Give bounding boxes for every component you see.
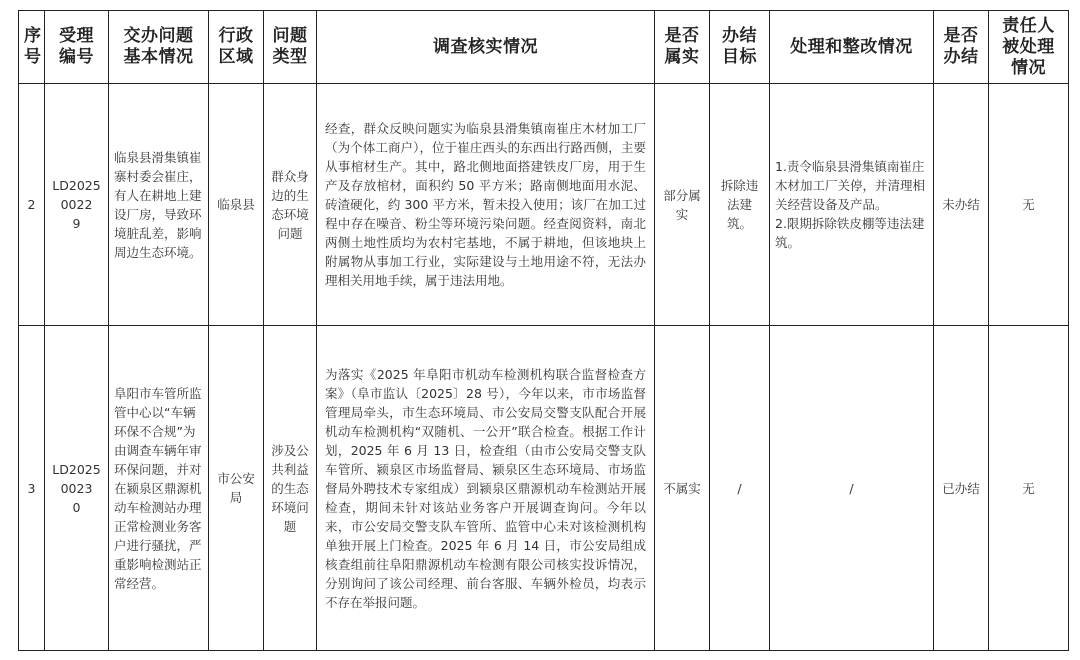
header-district: 行政 区域	[209, 11, 264, 84]
header-seq: 序 号	[19, 11, 45, 84]
header-closed: 是否 办结	[934, 11, 989, 84]
header-handling: 处理和整改情况	[770, 11, 934, 84]
cell-investigation: 经查，群众反映问题实为临泉县滑集镇南崔庄木材加工厂（为个体工商户），位于崔庄西头的东西出行路西侧，主要从事棺材生产。其中，路北侧地面搭建铁皮厂房，用于生产及存放棺材，面积约 50 平方米；路南侧地面用水泥、砖渣硬化，约 300 平方米，暂未投入使用；该厂在加工过程中存在噪音、粉尘等环境污染问题。经查阅资料，南北两侧土地性质均为农村宅基地，不属于耕地，但该地块上附属物从事加工行业，实际建设与土地用途不符，无法办理相关用地手续，属于违法用地。	[317, 84, 655, 326]
cell-issue: 临泉县滑集镇崔寨村委会崔庄，有人在耕地上建设厂房，导致环境脏乱差，影响周边生态环境。	[109, 84, 209, 326]
cell-district: 市公安局	[209, 326, 264, 651]
header-investigation: 调查核实情况	[317, 11, 655, 84]
cell-handling: /	[770, 326, 934, 651]
header-verified: 是否 属实	[655, 11, 710, 84]
cell-case-no: LD20250023 0	[45, 326, 109, 651]
header-goal: 办结 目标	[710, 11, 770, 84]
cell-closed: 未办结	[934, 84, 989, 326]
cell-verified: 不属实	[655, 326, 710, 651]
cell-accountability: 无	[989, 326, 1069, 651]
header-accountability: 责任人 被处理 情况	[989, 11, 1069, 84]
table-row	[19, 84, 1069, 326]
cell-closed: 已办结	[934, 326, 989, 651]
cell-verified: 部分属实	[655, 84, 710, 326]
cell-type: 涉及公共利益的生态环境问题	[264, 326, 317, 651]
case-table	[18, 10, 1069, 651]
cell-goal: 拆除违法建筑。	[710, 84, 770, 326]
cell-seq: 3	[19, 326, 45, 651]
table-row	[19, 326, 1069, 651]
cell-type: 群众身边的生态环境问题	[264, 84, 317, 326]
cell-goal: /	[710, 326, 770, 651]
cell-seq: 2	[19, 84, 45, 326]
cell-accountability: 无	[989, 84, 1069, 326]
cell-district: 临泉县	[209, 84, 264, 326]
table-header	[19, 11, 1069, 84]
cell-handling: 1.责令临泉县滑集镇南崔庄木材加工厂关停，并清理相关经营设备及产品。 2.限期拆除铁皮棚等违法建筑。	[770, 84, 934, 326]
cell-case-no: LD20250022 9	[45, 84, 109, 326]
header-type: 问题 类型	[264, 11, 317, 84]
header-issue: 交办问题 基本情况	[109, 11, 209, 84]
header-case-no: 受理 编号	[45, 11, 109, 84]
table-body	[19, 84, 1069, 651]
cell-investigation: 为落实《2025 年阜阳市机动车检测机构联合监督检查方案》（阜市监认〔2025〕28 号），今年以来，市市场监督管理局牵头，市生态环境局、市公安局交警支队配合开展机动车检测机构“双随机、一公开”联合检查。根据工作计划，2025 年 6 月 13 日，检查组（由市公安局交警支队车管所、颍泉区市场监督局、颍泉区生态环境局、市场监督局外聘技术专家组成）到颍泉区鼎源机动车检测站开展检查，期间未针对该站业务客户开展调查询问。今年以来，市公安局交警支队车管所、监管中心未对该检测机构单独开展上门检查。2025 年 6 月 14 日，市公安局组成核查组前往阜阳鼎源机动车检测有限公司核实投诉情况，分别询问了该公司经理、前台客服、车辆外检员，均表示不存在举报问题。	[317, 326, 655, 651]
header-row	[19, 11, 1069, 84]
cell-issue: 阜阳市车管所监管中心以“车辆环保不合规”为由调查车辆年审环保问题，并对在颍泉区鼎源机动车检测站办理正常检测业务客户进行骚扰，严重影响检测站正常经营。	[109, 326, 209, 651]
